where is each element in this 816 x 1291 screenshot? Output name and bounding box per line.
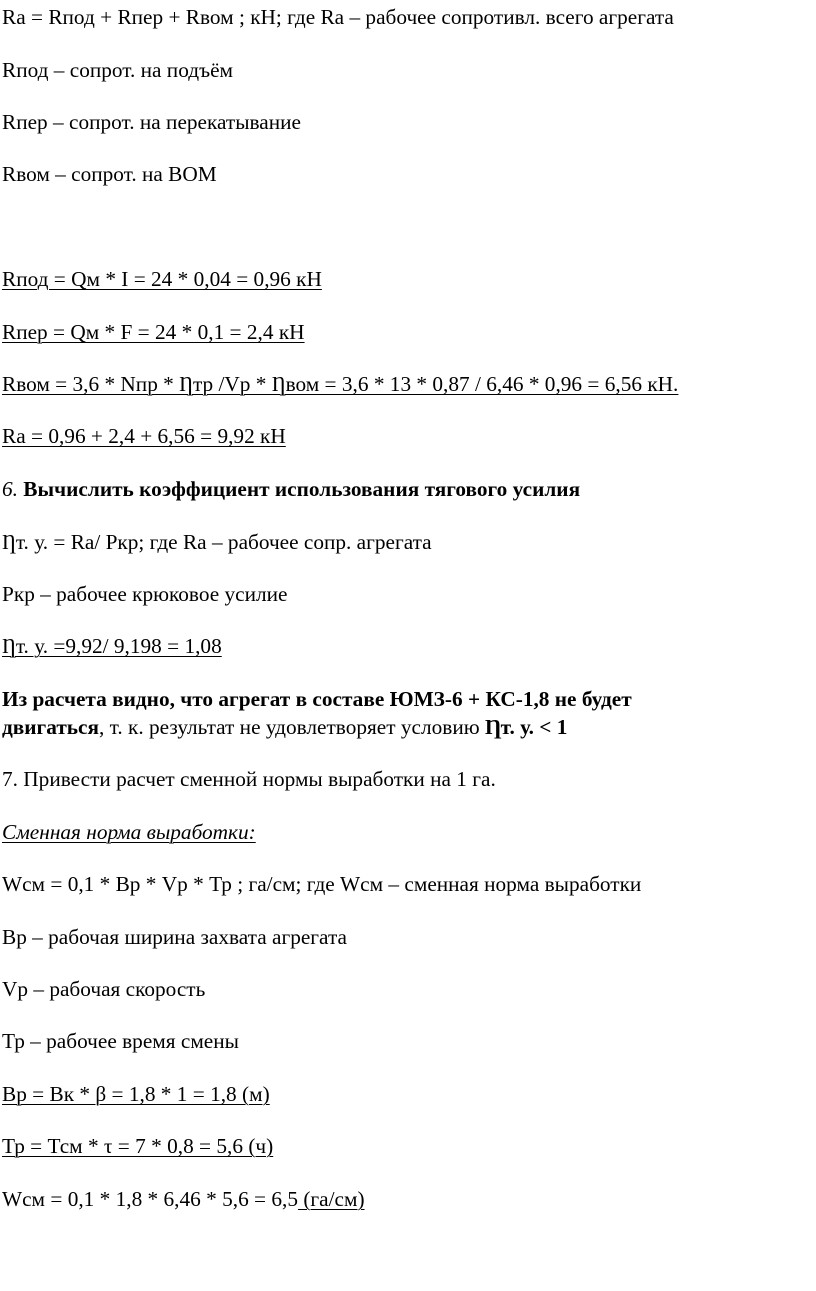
rper-definition: Rпер – сопрот. на перекатывание bbox=[2, 110, 302, 134]
tr-calculation: Тр = Тсм * τ = 7 * 0,8 = 5,6 (ч) bbox=[2, 1134, 274, 1158]
formula-ra-definition: Ra = Rпод + Rпер + Rвом ; кН; где Ra – рабочее сопротивл. всего агрегата bbox=[2, 5, 674, 29]
wsm-calculation-unit: (га/см) bbox=[298, 1187, 365, 1211]
rpod-calculation: Rпод = Qм * I = 24 * 0,04 = 0,96 кН bbox=[2, 267, 322, 291]
pkr-definition: Ркр – рабочее крюковое усилие bbox=[2, 582, 288, 606]
tr-definition: Тр – рабочее время смены bbox=[2, 1029, 239, 1053]
conclusion-line-1: Из расчета видно, что агрегат в составе ЮМЗ-6 + КС-1,8 не будет bbox=[2, 687, 632, 711]
section-6-title: Вычислить коэффициент использования тягового усилия bbox=[17, 477, 581, 501]
vr-width-calculation: Вр = Вк * β = 1,8 * 1 = 1,8 (м) bbox=[2, 1082, 270, 1106]
section-6-heading bbox=[2, 476, 580, 502]
section-7-heading: 7. Привести расчет сменной нормы выработки на 1 га. bbox=[2, 767, 496, 791]
rper-calculation: Rпер = Qм * F = 24 * 0,1 = 2,4 кН bbox=[2, 320, 305, 344]
section-7-subheading: Сменная норма выработки: bbox=[2, 820, 256, 844]
wsm-formula: Wсм = 0,1 * Вр * Vр * Тр ; га/см; где Wсм – сменная норма выработки bbox=[2, 872, 642, 896]
conclusion-line-2 bbox=[2, 714, 567, 740]
traction-coefficient-calculation: Ƞт. у. =9,92/ 9,198 = 1,08 bbox=[2, 634, 222, 658]
conclusion-bold-word: двигаться bbox=[2, 715, 100, 739]
vr-width-definition: Вр – рабочая ширина захвата агрегата bbox=[2, 925, 347, 949]
ra-calculation: Ra = 0,96 + 2,4 + 6,56 = 9,92 кН bbox=[2, 424, 286, 448]
conclusion-condition: Ƞт. у. < 1 bbox=[484, 715, 568, 739]
rvom-calculation: Rвом = 3,6 * Nпр * Ƞтр /Vр * Ƞвом = 3,6 * 13 * 0,87 / 6,46 * 0,96 = 6,56 кН. bbox=[2, 372, 679, 396]
vr-speed-definition: Vр – рабочая скорость bbox=[2, 977, 206, 1001]
rpod-definition: Rпод – сопрот. на подъём bbox=[2, 58, 234, 82]
wsm-calculation bbox=[2, 1186, 365, 1212]
rvom-definition: Rвом – сопрот. на ВОМ bbox=[2, 162, 217, 186]
wsm-calculation-value: Wсм = 0,1 * 1,8 * 6,46 * 5,6 = 6,5 bbox=[2, 1187, 298, 1211]
conclusion-text: , т. к. результат не удовлетворяет условию bbox=[99, 715, 485, 739]
section-6-number: 6. bbox=[2, 477, 18, 501]
traction-coefficient-formula: Ƞт. у. = Ra/ Ркр; где Ra – рабочее сопр. агрегата bbox=[2, 530, 432, 554]
